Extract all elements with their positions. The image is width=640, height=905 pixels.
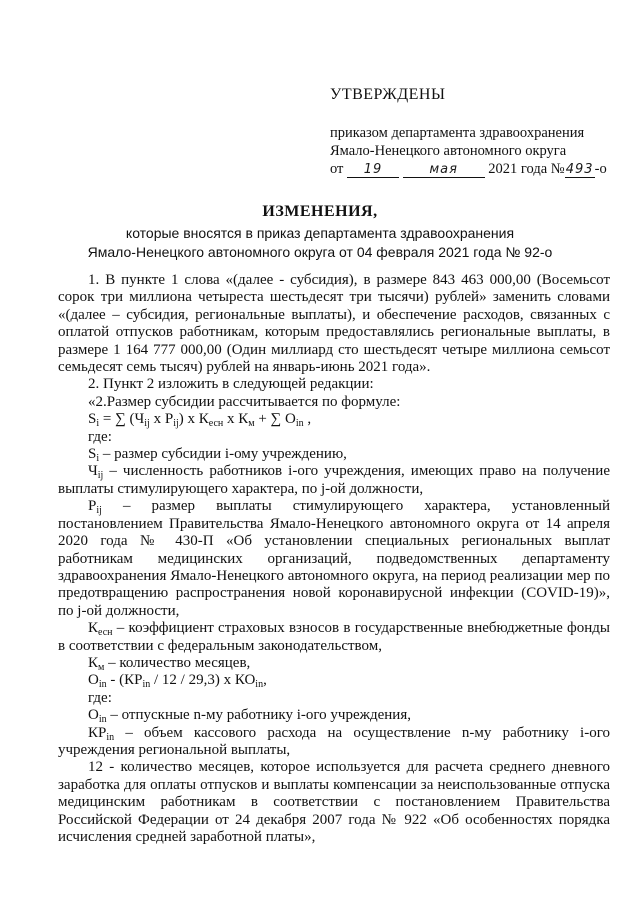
formula-part-e-sub: м: [248, 418, 255, 430]
def-kp-symbol: КР: [88, 724, 107, 741]
definition-p: [58, 498, 610, 620]
definition-km: [58, 655, 610, 672]
def-k-symbol: К: [88, 620, 99, 637]
date-day: 19: [347, 162, 399, 178]
def-p-symbol: Р: [88, 498, 97, 515]
formula-part-b-sub: ij: [144, 418, 150, 430]
definition-ch: [58, 463, 610, 498]
formula2-part-d: ,: [263, 672, 267, 689]
formula-part-f: + ∑ О: [254, 411, 296, 428]
def-s-sub: i: [96, 453, 100, 465]
subheading-line-1: которые вносятся в приказ департамента здравоохранения: [125, 225, 515, 241]
date-prefix: от: [330, 161, 344, 177]
formula-part-e: х К: [223, 411, 249, 428]
definition-kp: [58, 725, 610, 760]
approval-date-line: [330, 160, 630, 178]
formula-part-d: ) х К: [178, 411, 209, 428]
where-label-1: где:: [88, 428, 112, 445]
formula-part-b: = ∑ (Ч: [99, 411, 145, 428]
def-ch-symbol: Ч: [88, 463, 98, 480]
def-ch-text: – численность работников i-ого учреждения, имеющих право на получение выплаты стимулирующего характера, по j-ой должности,: [58, 463, 610, 497]
def-o-text: – отпускные n-му работнику i-ого учреждения,: [106, 707, 411, 724]
formula-subsidy: [58, 411, 610, 428]
document-subheading: [0, 224, 640, 262]
subheading-line-2: Ямало-Ненецкого автономного округа от 04 февраля 2021 года № 92-о: [87, 244, 553, 260]
definition-s: [58, 446, 610, 463]
paragraph-1: 1. В пункте 1 слова «(далее - субсидия), в размере 843 463 000,00 (Восемьсот сорок три миллиона четыреста шестьдесят три тысячи) рублей» заменить словами «(далее – субсидия, региональные выплаты), и обеспечение расходов, связанных с оплатой отпусков работникам, которым предоставлялись региональные выплаты, в размере 1 164 777 000,00 (Один миллиард сто шестьдесят четыре миллиона семьсот семьдесят семь тысяч) рублей на январь-июнь 2021 года».: [58, 272, 610, 376]
document-heading: ИЗМЕНЕНИЯ,: [262, 203, 378, 220]
def-k-text: – коэффициент страховых взносов в государственные внебюджетные фонды в соответствии с федеральным законодательством,: [58, 620, 610, 654]
def-km-symbol: К: [88, 654, 99, 671]
date-month: мая: [403, 162, 485, 178]
formula2-o-symbol: О: [88, 672, 99, 689]
definition-o: [58, 707, 610, 724]
def-km-sub: м: [98, 661, 105, 673]
order-number: 493: [565, 162, 594, 177]
formula-part-d-sub: есн: [208, 418, 224, 430]
formula2-o-sub: in: [98, 679, 107, 691]
def-ch-sub: ij: [97, 470, 104, 482]
paragraph-2: 2. Пункт 2 изложить в следующей редакции:: [88, 376, 374, 393]
definition-k: [58, 620, 610, 655]
def-s-text: – размер субсидии i-ому учреждению,: [99, 446, 347, 463]
def-km-text: – количество месяцев,: [104, 654, 251, 671]
formula2-part-c: / 12 / 29,3) х КО: [150, 672, 256, 689]
where-label-2: где:: [88, 689, 112, 706]
formula-part-f-sub: in: [295, 418, 304, 430]
formula-s-sub: i: [96, 418, 100, 430]
formula-part-c: х Р: [149, 411, 174, 428]
formula-part-g: ,: [303, 411, 312, 428]
formula-s-symbol: S: [88, 411, 97, 428]
def-k-sub: есн: [98, 627, 113, 639]
def-p-text: – размер выплаты стимулирующего характера, установленный постановлением Правительства Ямало-Ненецкого автономного округа от 14 апреля 2020 года № 430-П «Об установлении специальных региональных выплат работникам медицинских организаций, подведомственных департаменту здравоохранения Ямало-Ненецкого автономного округа, на период реализации мер по предотвращению распространения новой коронавирусной инфекции (COVID-19)», по j-ой должности,: [58, 498, 610, 619]
def-p-sub: ij: [96, 505, 102, 517]
formula2-part-b: - (КР: [106, 672, 143, 689]
formula-vacation: [58, 672, 610, 689]
approval-line-1: приказом департамента здравоохранения: [330, 125, 585, 141]
approval-title: УТВЕРЖДЕНЫ: [330, 86, 446, 103]
def-s-symbol: S: [88, 446, 97, 463]
formula-part-c-sub: ij: [173, 418, 179, 430]
date-year-text: 2021 года №: [488, 161, 565, 177]
document-body: [58, 272, 610, 846]
formula2-part-c-sub: in: [255, 679, 264, 691]
def-kp-sub: in: [106, 731, 115, 743]
approval-block: [330, 124, 630, 178]
def-o-symbol: О: [88, 707, 99, 724]
formula2-part-b-sub: in: [142, 679, 151, 691]
order-suffix: -о: [594, 161, 607, 177]
approval-line-2: Ямало-Ненецкого автономного округа: [330, 143, 567, 159]
def-kp-text: – объем кассового расхода на осуществление n-му работнику i-ого учреждения региональной выплаты,: [58, 724, 610, 758]
def-o-sub: in: [98, 714, 107, 726]
paragraph-3: «2.Размер субсидии рассчитывается по формуле:: [88, 393, 401, 410]
paragraph-last: 12 - количество месяцев, которое используется для расчета среднего дневного заработка для оплаты отпусков и выплаты компенсации за неиспользованные отпуска медицинским работникам в соответствии с постановлением Правительства Российской Федерации от 24 декабря 2007 года № 922 «Об особенностях порядка исчисления средней заработной платы»,: [58, 759, 610, 845]
